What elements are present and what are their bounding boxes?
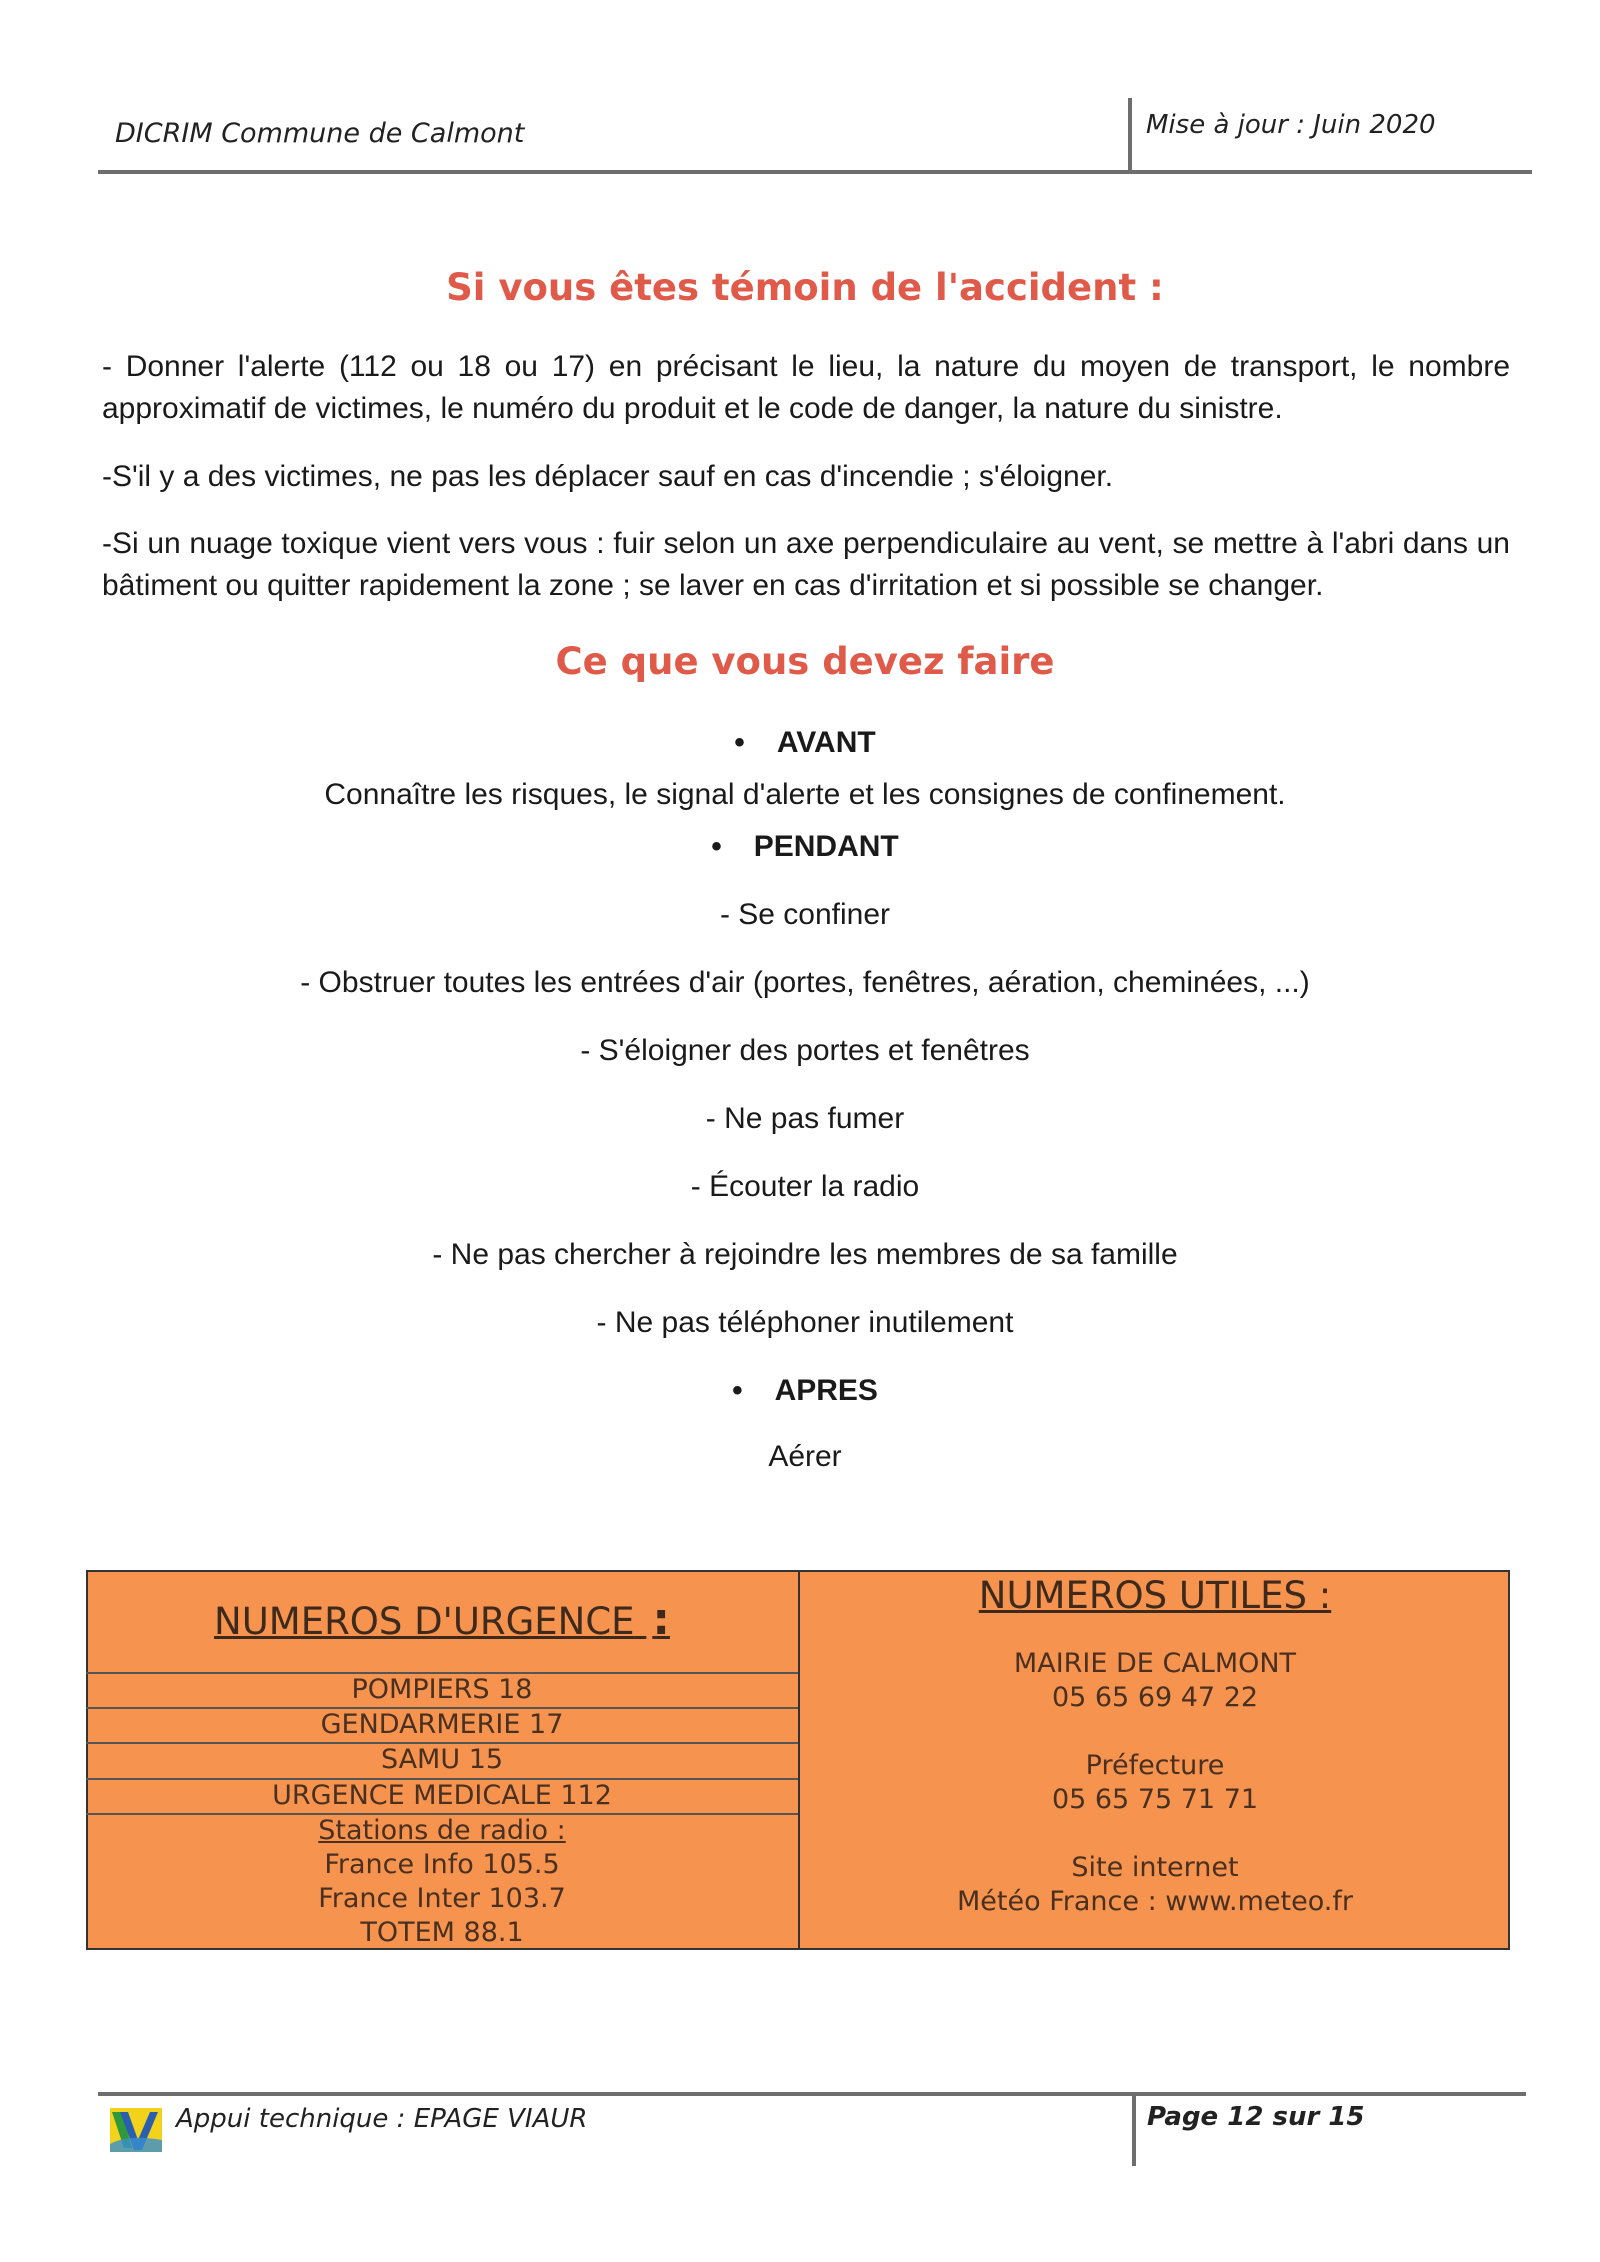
urgence-heading [86, 1594, 798, 1645]
prefecture-phone: 05 65 75 71 71 [1051, 1784, 1259, 1815]
urgence-heading-text: NUMEROS D'URGENCE [214, 1600, 635, 1643]
radio-station: France Info 105.5 [324, 1849, 560, 1880]
phase-pendant-label: PENDANT [753, 830, 899, 863]
radio-station: TOTEM 88.1 [360, 1917, 524, 1948]
pendant-item: - S'éloigner des portes et fenêtres [580, 1034, 1030, 1067]
mairie-phone: 05 65 69 47 22 [1051, 1682, 1259, 1713]
bullet-icon: • [732, 1374, 743, 1407]
pendant-item: - Ne pas téléphoner inutilement [596, 1306, 1014, 1339]
header-update-date: Mise à jour : Juin 2020 [1146, 110, 1436, 140]
phase-apres [0, 1374, 1600, 1408]
prefecture-name: Préfecture [1085, 1750, 1225, 1781]
site-value: Météo France : www.meteo.fr [957, 1886, 1353, 1917]
witness-heading: Si vous êtes témoin de l'accident : [446, 266, 1164, 309]
header-title: DICRIM Commune de Calmont [115, 118, 525, 149]
site-label: Site internet [1071, 1852, 1239, 1883]
witness-paragraph-victims: -S'il y a des victimes, ne pas les déplacer sauf en cas d'incendie ; s'éloigner. [102, 460, 1114, 493]
witness-paragraph-toxic-cloud: -Si un nuage toxique vient vers vous : fuir selon un axe perpendiculaire au vent, se mettre à l'abri dans un bâtiment ou quitter rapidement la zone ; se laver en cas d'irritation et si possible se changer. [102, 527, 1510, 602]
pendant-item: - Ne pas chercher à rejoindre les membres de sa famille [432, 1238, 1178, 1271]
footer-rule [98, 2092, 1526, 2096]
todo-heading: Ce que vous devez faire [555, 640, 1055, 683]
footer-separator [1132, 2094, 1136, 2166]
bullet-icon: • [711, 830, 722, 863]
header-rule [98, 170, 1532, 174]
avant-text: Connaître les risques, le signal d'alerte et les consignes de confinement. [324, 778, 1286, 811]
utiles-heading: NUMEROS UTILES : [978, 1574, 1332, 1617]
mairie-name: MAIRIE DE CALMONT [1013, 1648, 1297, 1679]
urgence-row-samu: SAMU 15 [380, 1744, 504, 1775]
radio-stations-title: Stations de radio : [318, 1815, 566, 1846]
witness-paragraph-alert: - Donner l'alerte (112 ou 18 ou 17) en précisant le lieu, la nature du moyen de transport, le nombre approximatif de victimes, le numéro du produit et le code de danger, la nature du sinistre. [102, 350, 1510, 425]
pendant-item: - Obstruer toutes les entrées d'air (portes, fenêtres, aération, cheminées, ...) [300, 966, 1310, 999]
radio-station: France Inter 103.7 [318, 1883, 566, 1914]
urgence-heading-colon: : [652, 1594, 670, 1645]
footer-credit: Appui technique : EPAGE VIAUR [176, 2104, 588, 2134]
phase-avant [0, 726, 1600, 760]
epage-viaur-logo-icon [108, 2100, 164, 2156]
urgence-row-pompiers: POMPIERS 18 [351, 1674, 533, 1705]
bullet-icon: • [734, 726, 745, 759]
pendant-item: - Se confiner [719, 898, 891, 931]
urgence-row-medicale: URGENCE MEDICALE 112 [272, 1780, 612, 1811]
pendant-item: - Écouter la radio [690, 1170, 920, 1203]
footer-page-number: Page 12 sur 15 [1147, 2102, 1365, 2132]
phase-apres-label: APRES [774, 1374, 878, 1407]
header-separator [1128, 98, 1132, 172]
phase-pendant [0, 830, 1600, 864]
pendant-item: - Ne pas fumer [705, 1102, 905, 1135]
urgence-row-gendarmerie: GENDARMERIE 17 [320, 1709, 564, 1740]
phase-avant-label: AVANT [776, 726, 876, 759]
apres-text: Aérer [768, 1440, 842, 1473]
